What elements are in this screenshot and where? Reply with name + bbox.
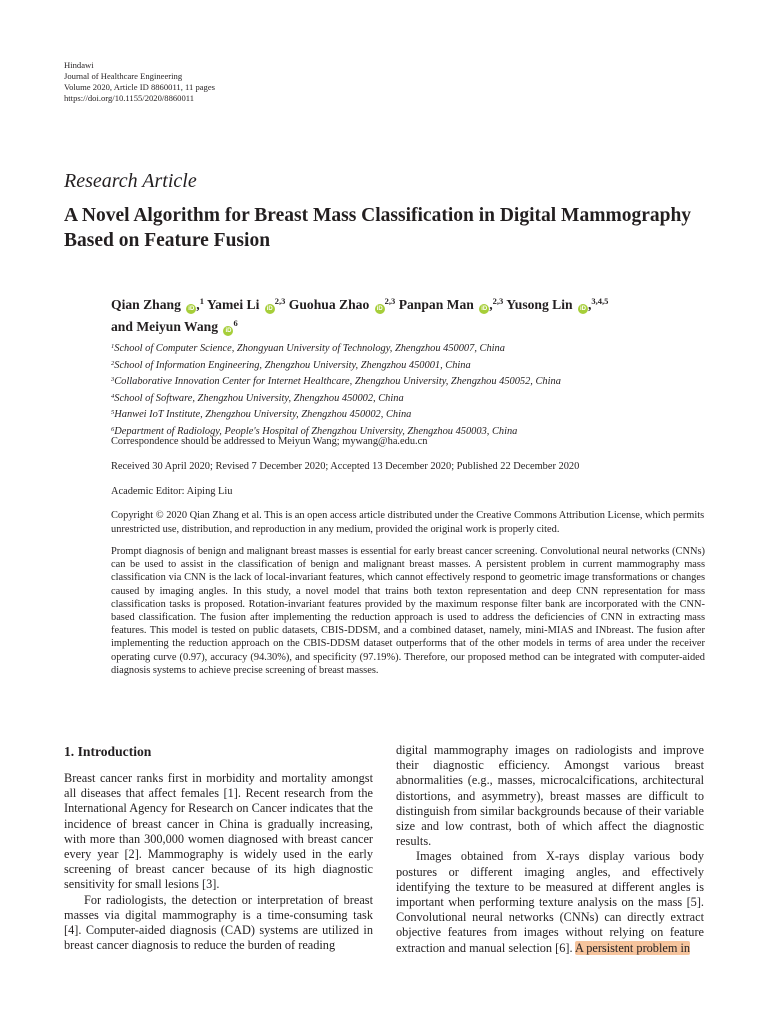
author	[111, 319, 238, 334]
affiliation-marker: 6	[233, 318, 238, 328]
orcid-icon[interactable]: iD	[188, 306, 195, 312]
text-highlight[interactable]: A persistent problem in	[574, 940, 691, 955]
journal-name: Journal of Healthcare Engineering	[64, 71, 183, 81]
body-paragraph: Breast cancer ranks first in morbidity and mortality amongst all diseases that affect females [1]. Recent research from the International Agency for Research on Cancer indicates that the incidence of breast cancer in China is gradually increasing, with more than 300,000 women diagnosed with breast cancer every year [2]. Mammography is widely used in the early screening of breast cancer because of its high diagnostic sensitivity for small lesions [3].	[64, 771, 373, 892]
author-name[interactable]: Yamei Li	[206, 297, 260, 312]
right-column	[396, 743, 704, 956]
abstract: Prompt diagnosis of benign and malignant breast masses is essential for early breast cancer screening. Convolutional neural networks (CNNs) can be used to assist in the classification of benign and malignant breast masses. A persistent problem in current mammography mass classification via CNN is the lack of local-invariant features, which cannot effectively respond to geometric image transformations or changes caused by imaging angles. In this study, a novel model that trains both texton representation and deep CNN representation for mass classification tasks is proposed. Rotation-invariant features provided by the maximum response filter bank are incorporated with the CNN-based classification. The fusion after implementing the reduction approach is used to address the deficiencies of CNN in extracting mass features. This model is tested on public datasets, CBIS-DDSM, and a combined dataset, namely, mini-MIAS and INbreast. The fusion after implementing the reduction approach on the CBIS-DDSM dataset outperforms that of the other models in terms of area under the receiver operating curve (0.97), accuracy (94.30%), and specificity (97.19%). Therefore, our proposed method can be integrated with computer-aided diagnosis systems to achieve precise screening of breast masses.	[111, 546, 705, 676]
affiliation-marker: 2,3	[274, 296, 286, 306]
orcid-icon[interactable]: iD	[580, 306, 586, 312]
author-name[interactable]: Meiyun Wang	[136, 319, 219, 334]
author: Qian Zhang iD ,$^1$	[111, 296, 204, 312]
author-list	[111, 292, 711, 336]
affiliation-item: $^6$Department of Radiology, People's Hospital of Zhengzhou University, Zhengzhou 450003, China	[111, 425, 518, 437]
affiliation-marker: 1	[199, 296, 204, 306]
affiliation-marker: 2,3	[492, 296, 504, 306]
article-title: A Novel Algorithm for Breast Mass Classification in Digital Mammography Based on Feature Fusion	[64, 205, 692, 251]
author-name[interactable]: Panpan Man	[398, 297, 474, 312]
body-paragraph: digital mammography images on radiologists and improve their diagnostic efficiency. Amongst various breast abnormalities (e.g., masses, microcalcifications, architectural distortions, and asymmetry), breast masses are difficult to distinguish from similar backgrounds because of their variable size and low contrast, both of which affect the diagnostic results.	[396, 743, 704, 849]
author-conjunction: and	[111, 319, 133, 334]
body-paragraph	[396, 849, 704, 955]
author: Yusong Lin iD ,$^{3,4,5}$	[506, 296, 609, 312]
author: Panpan Man iD ,$^{2,3}$	[398, 296, 504, 312]
left-column	[64, 771, 373, 953]
affiliation-item: $^5$Hanwei IoT Institute, Zhengzhou University, Zhengzhou 450002, China	[111, 409, 412, 420]
author-name[interactable]: Guohua Zhao	[288, 297, 370, 312]
author	[207, 297, 286, 312]
orcid-icon[interactable]: iD	[266, 306, 273, 312]
author-name[interactable]: Qian Zhang	[111, 297, 181, 312]
orcid-icon[interactable]: iD	[481, 306, 488, 312]
orcid-icon[interactable]: iD	[376, 306, 383, 312]
publication-dates: Received 30 April 2020; Revised 7 December 2020; Accepted 13 December 2020; Published 22 December 2020	[111, 461, 580, 472]
academic-editor: Academic Editor: Aiping Liu	[111, 486, 233, 497]
journal-header	[64, 60, 215, 104]
orcid-icon[interactable]: iD	[225, 328, 232, 334]
affiliation-item: $^2$School of Information Engineering, Zhengzhou University, Zhengzhou 450001, China	[111, 359, 471, 371]
author	[289, 297, 396, 312]
doi-link[interactable]: https://doi.org/10.1155/2020/8860011	[64, 93, 195, 103]
volume-info: Volume 2020, Article ID 8860011, 11 pages	[64, 82, 216, 92]
license-statement: Copyright © 2020 Qian Zhang et al. This is an open access article distributed under the Creative Commons Attribution License, which permits unrestricted use, distribution, and reproduction in any medium, provided the original work is properly cited.	[111, 510, 705, 535]
affiliation-marker: 3,4,5	[591, 296, 609, 306]
affiliation-item: $^1$School of Computer Science, Zhongyuan University of Technology, Zhengzhou 450007, China	[111, 343, 505, 354]
article-type: Research Article	[64, 170, 197, 192]
correspondence-note: Correspondence should be addressed to Meiyun Wang; mywang@ha.edu.cn	[111, 436, 428, 447]
affiliation-marker: 2,3	[384, 296, 396, 306]
body-paragraph: For radiologists, the detection or interpretation of breast masses via digital mammography is a time-consuming task [4]. Computer-aided diagnosis (CAD) systems are utilized in breast cancer diagnosis to reduce the burden of reading	[64, 892, 373, 953]
affiliation-item: $^4$School of Software, Zhengzhou University, Zhengzhou 450002, China	[111, 392, 404, 404]
affiliation-item: $^3$Collaborative Innovation Center for Internet Healthcare, Zhengzhou University, Zhengzhou 450052, China	[111, 376, 561, 387]
affiliation-list	[111, 340, 561, 439]
paragraph-text: Images obtained from X-rays display various body postures or different imaging angles, and effectively identifying the texture to be measured at different angles is important when performing texture analysis on the mass [5]. Convolutional neural networks (CNNs) can directly extract objective features from images without relying on feature extraction and manual selection [6].	[396, 849, 704, 955]
section-heading: 1. Introduction	[64, 744, 152, 759]
author-name[interactable]: Yusong Lin	[506, 297, 573, 312]
publisher-name: Hindawi	[64, 60, 94, 70]
